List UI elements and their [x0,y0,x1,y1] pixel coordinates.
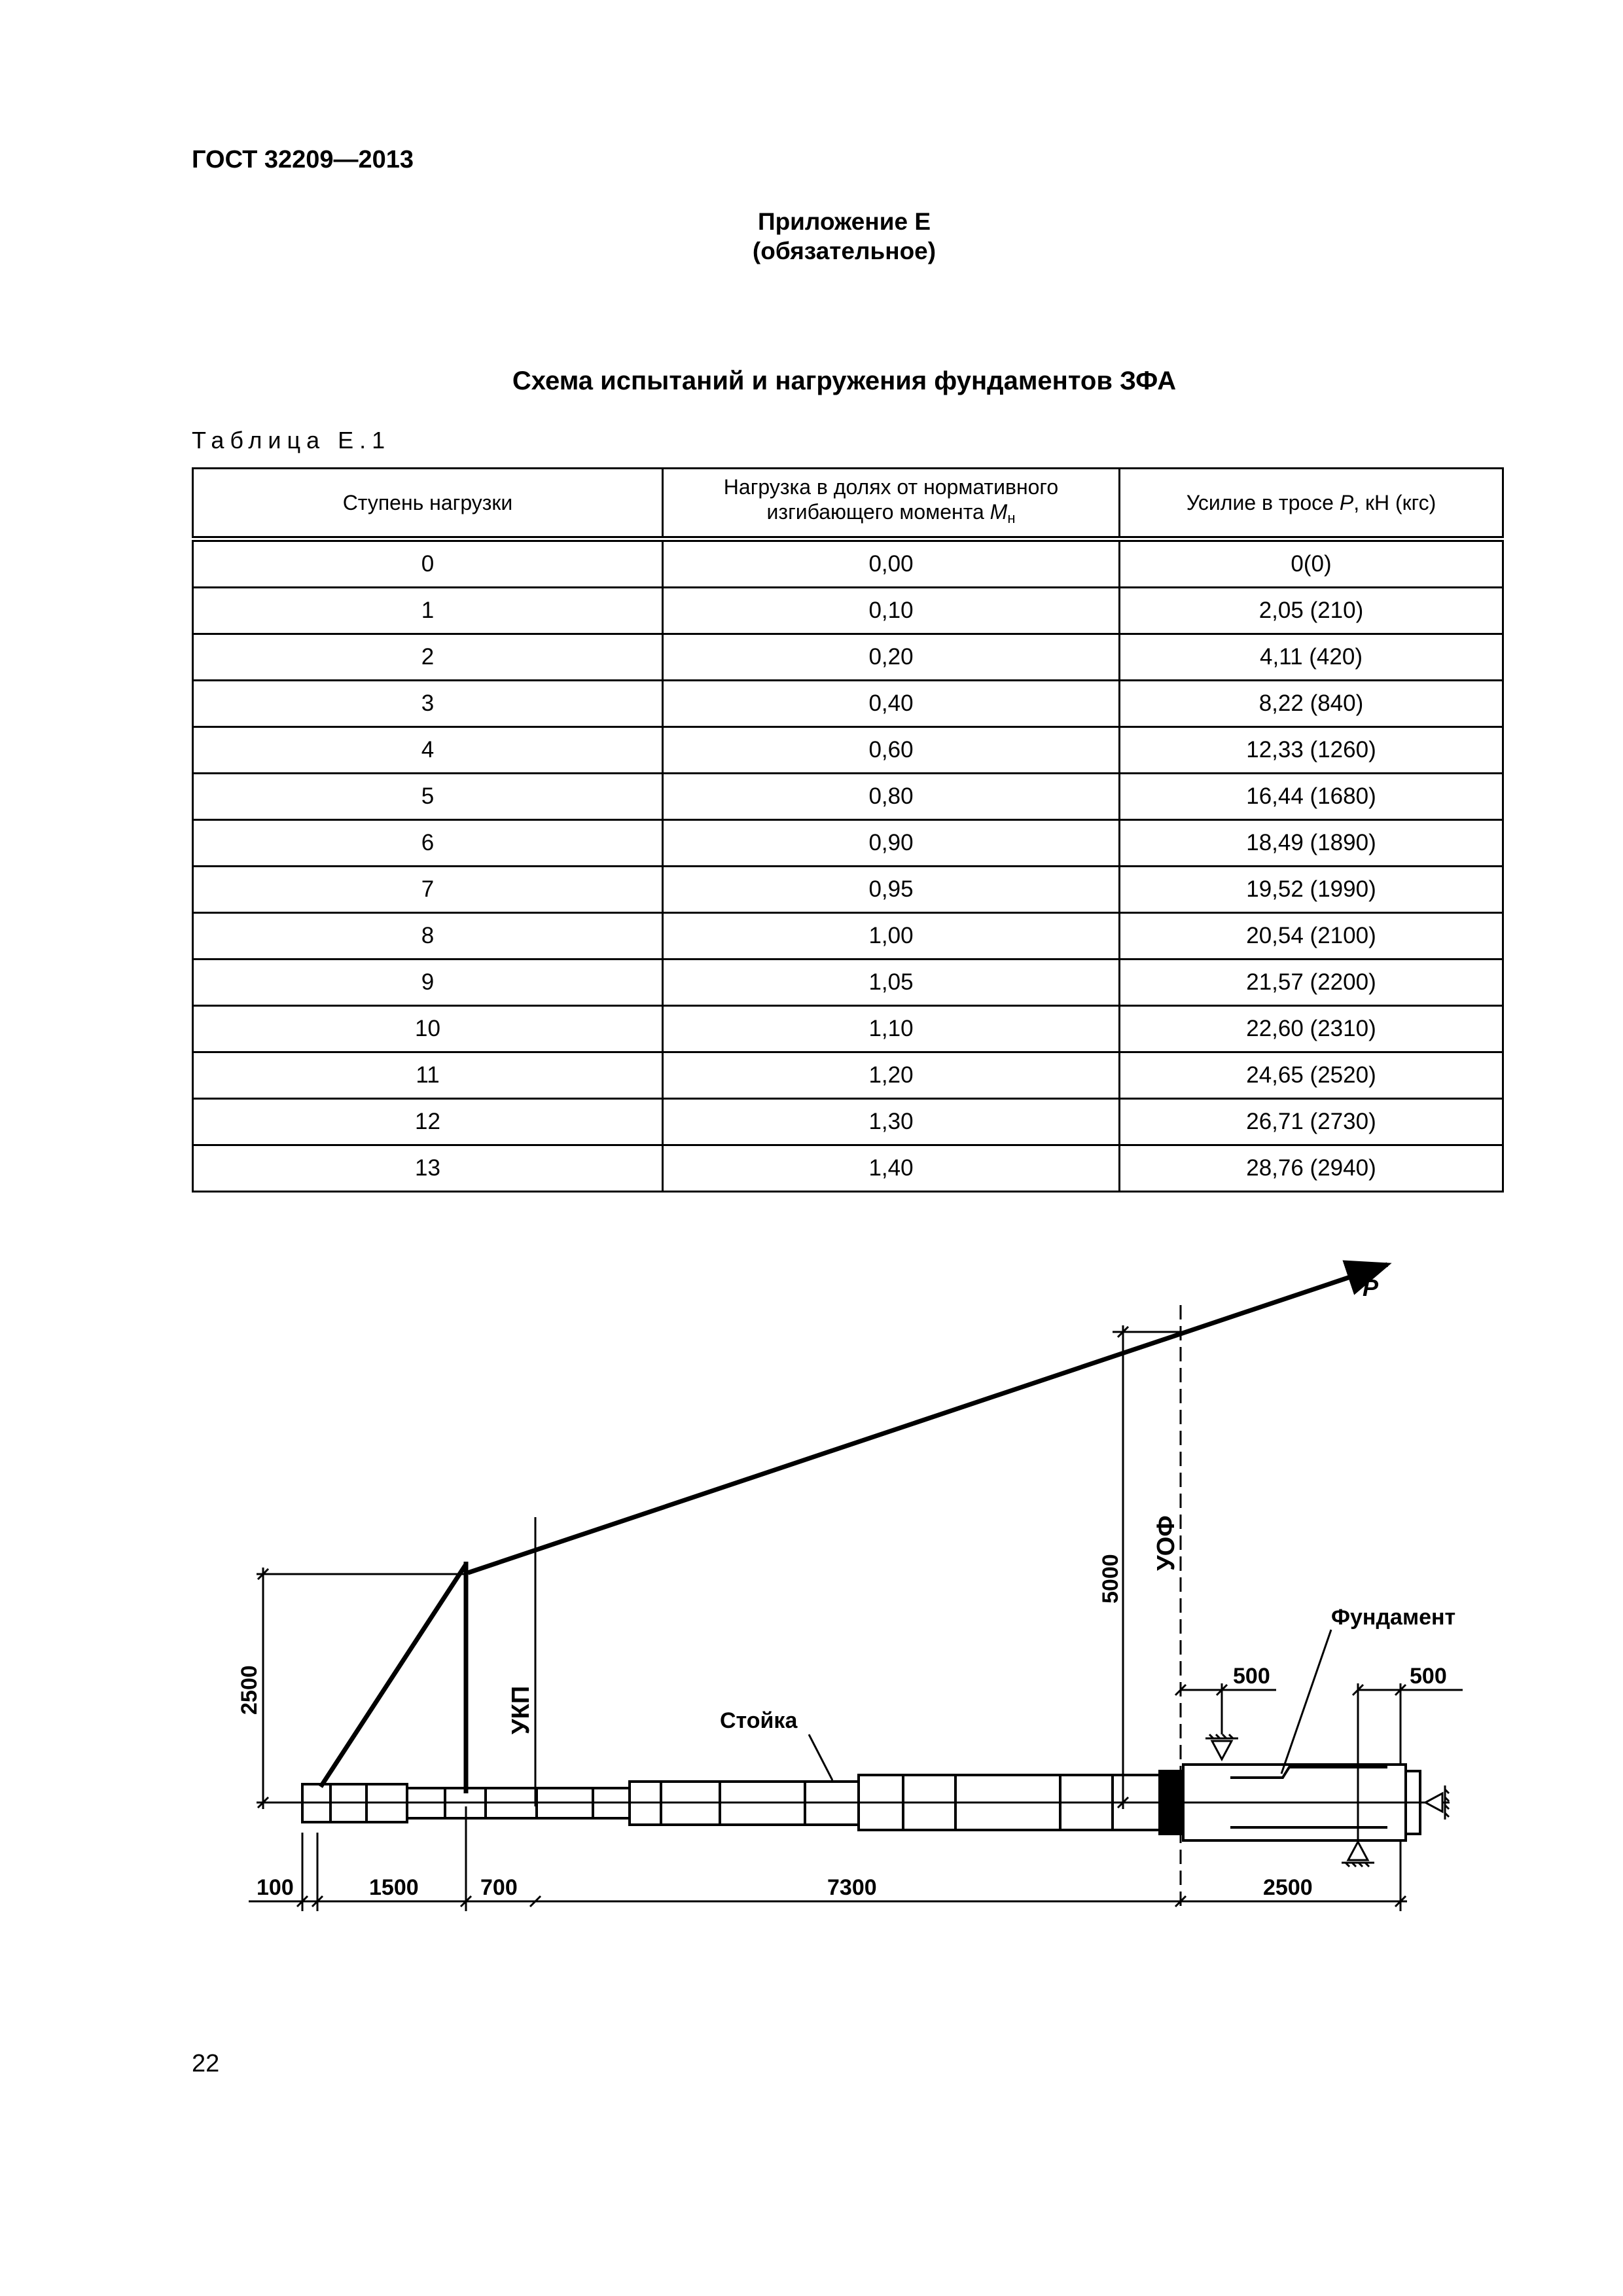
document-code: ГОСТ 32209—2013 [192,146,414,173]
cell-force: 22,60 (2310) [1120,1006,1503,1052]
cable-line [468,1265,1387,1573]
table-row [193,539,1503,588]
cell-load: 0,60 [663,727,1120,774]
dim-height-post: 2500 [237,1665,262,1715]
dim-bottom-2: 1500 [369,1875,419,1900]
table-row [193,820,1503,867]
header-force-prefix: Усилие в тросе [1186,491,1340,514]
dim-post-height [257,1568,466,1809]
header-load-symbol-sub: н [1007,510,1016,526]
cell-step: 3 [193,681,663,727]
dim-bottom-3: 700 [480,1875,518,1900]
dim-foundation-offset-left: 500 [1233,1664,1270,1689]
header-step-label: Ступень нагрузки [342,491,513,514]
cell-step: 9 [193,960,663,1006]
cell-force: 8,22 (840) [1120,681,1503,727]
table-row [193,588,1503,634]
cell-force: 21,57 (2200) [1120,960,1503,1006]
table-row [193,1145,1503,1192]
cell-force: 4,11 (420) [1120,634,1503,681]
test-scheme-diagram [0,1230,1623,1924]
dim-foundation-offset-right: 500 [1410,1664,1447,1689]
cell-force: 28,76 (2940) [1120,1145,1503,1192]
table-caption: Таблица Е.1 [192,427,391,454]
table-row [193,634,1503,681]
cell-load: 1,05 [663,960,1120,1006]
table-row [193,1052,1503,1099]
cell-step: 1 [193,588,663,634]
cell-load: 0,95 [663,867,1120,913]
uof-label: УОФ [1152,1515,1180,1571]
cell-step: 0 [193,539,663,588]
ukp-label: УКП [507,1685,535,1734]
table-header-row [193,469,1503,539]
post-label: Стойка [720,1708,798,1733]
cell-load: 1,40 [663,1145,1120,1192]
cell-load: 0,40 [663,681,1120,727]
support-right [1425,1785,1449,1820]
dim-height-force: 5000 [1098,1554,1123,1604]
header-load [663,469,1120,539]
support-bottom [1342,1842,1374,1867]
cell-step: 7 [193,867,663,913]
page-number: 22 [192,2050,220,2077]
table-row [193,960,1503,1006]
cell-step: 10 [193,1006,663,1052]
header-force [1120,469,1503,539]
cell-load: 1,00 [663,913,1120,960]
dim-bottom-4: 7300 [827,1875,877,1900]
cell-load: 1,20 [663,1052,1120,1099]
cell-step: 5 [193,774,663,820]
cell-force: 0(0) [1120,539,1503,588]
foundation-label: Фундамент [1331,1605,1456,1630]
cell-force: 26,71 (2730) [1120,1099,1503,1145]
cell-force: 20,54 (2100) [1120,913,1503,960]
cell-load: 0,90 [663,820,1120,867]
cell-force: 24,65 (2520) [1120,1052,1503,1099]
cell-step: 12 [193,1099,663,1145]
cell-step: 13 [193,1145,663,1192]
table-row [193,681,1503,727]
cell-step: 2 [193,634,663,681]
cell-force: 2,05 (210) [1120,588,1503,634]
cell-force: 19,52 (1990) [1120,867,1503,913]
table-row [193,913,1503,960]
header-force-suffix: , кН (кгс) [1353,491,1436,514]
post-leader [809,1734,832,1780]
table-row [193,1006,1503,1052]
annex-title: Приложение Е [757,208,931,235]
table-row [193,1099,1503,1145]
header-load-symbol: M [990,500,1008,524]
annex-status: (обязательное) [752,238,936,264]
cell-load: 0,00 [663,539,1120,588]
support-top [1205,1734,1238,1759]
header-load-line2: изгибающего момента [766,500,984,524]
cell-force: 18,49 (1890) [1120,820,1503,867]
cell-load: 1,30 [663,1099,1120,1145]
cell-load: 0,10 [663,588,1120,634]
foundation-leader [1281,1630,1331,1774]
cell-step: 6 [193,820,663,867]
post-strut [321,1564,466,1787]
load-steps-table [192,467,1504,1193]
cell-force: 12,33 (1260) [1120,727,1503,774]
cell-load: 1,10 [663,1006,1120,1052]
table-row [193,774,1503,820]
cell-load: 0,80 [663,774,1120,820]
dim-bottom-5: 2500 [1263,1875,1313,1900]
header-step [193,469,663,539]
dim-bottom-1: 100 [257,1875,294,1900]
header-force-symbol: P [1339,491,1354,514]
force-label: P [1363,1274,1379,1301]
section-title: Схема испытаний и нагружения фундаментов ЗФА [512,367,1177,395]
table-row [193,727,1503,774]
header-load-line1: Нагрузка в долях от нормативного [723,475,1059,499]
table-row [193,867,1503,913]
cell-step: 8 [193,913,663,960]
cell-step: 4 [193,727,663,774]
cell-force: 16,44 (1680) [1120,774,1503,820]
cell-step: 11 [193,1052,663,1099]
load-beam [302,1775,1165,1830]
cell-load: 0,20 [663,634,1120,681]
